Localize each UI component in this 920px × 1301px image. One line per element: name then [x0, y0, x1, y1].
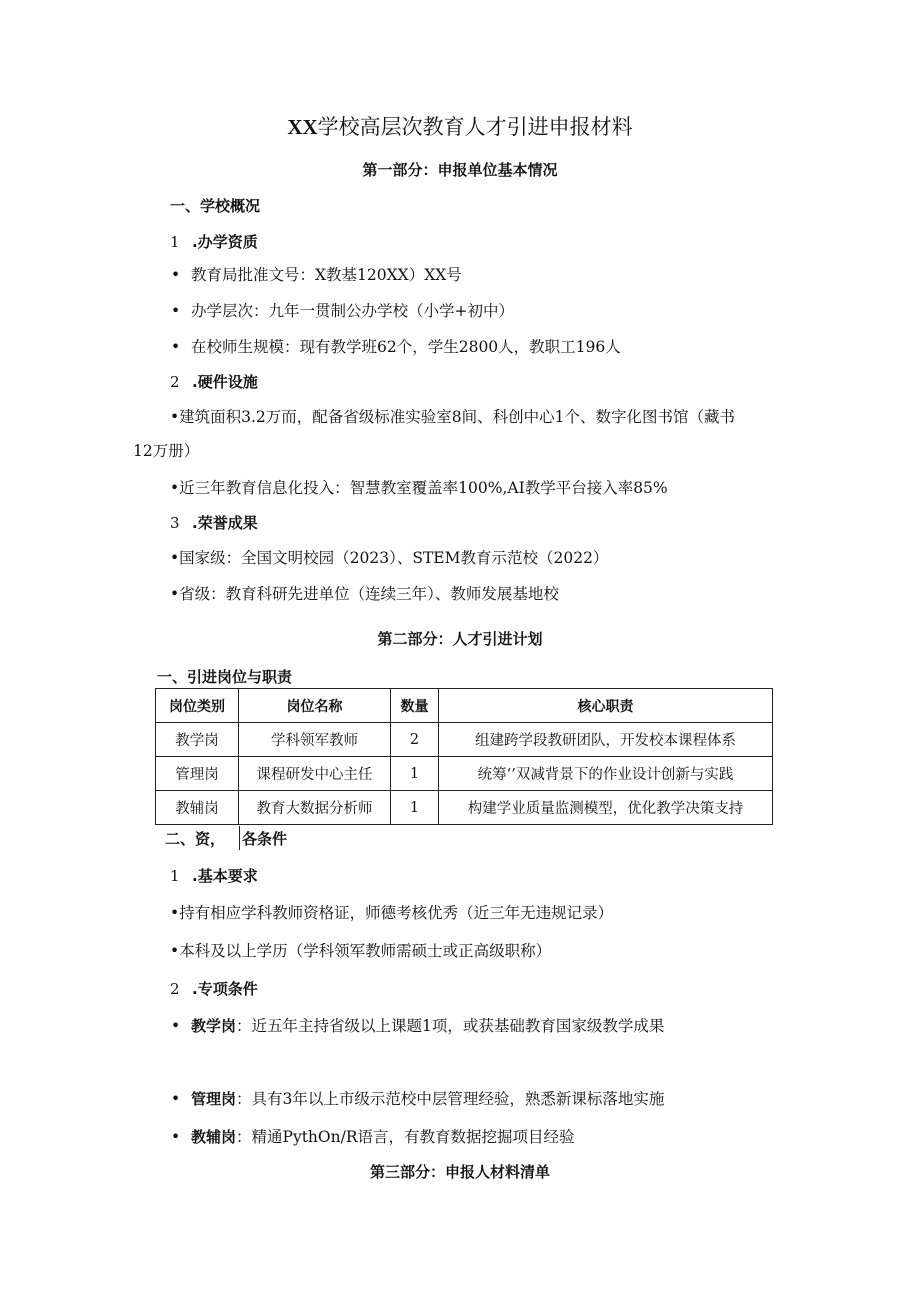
part3-heading: 第三部分：申报人材料清单 [369, 1163, 550, 1181]
subheading-label: .基本要求 [192, 867, 258, 885]
bullet-icon: • [171, 266, 181, 284]
title-text: 学校高层次教育人才引进申报材料 [317, 115, 633, 139]
table-cell: 组建跨学段教研团队，开发校本课程体系 [439, 723, 773, 757]
special-condition-item [171, 1016, 664, 1036]
title-prefix: XX [287, 115, 318, 139]
bullet-icon: • [171, 1017, 181, 1035]
facility-investment: •近三年教育信息化投入：智慧教室覆盖率100%,AI教学平台接入率85% [170, 479, 668, 497]
position-label: 教学岗 [191, 1017, 237, 1035]
subheading-facilities [170, 372, 258, 392]
subheading-label: .硬件设施 [192, 373, 258, 391]
document-title [0, 114, 920, 140]
bullet-icon: • [171, 338, 181, 356]
subheading-special-conditions [170, 979, 258, 999]
facility-area-line1: •建筑面积3.2万而，配备省级标准实验室8间、科创中心1个、数字化图书馆（藏书 [170, 408, 736, 426]
table-cell: 2 [391, 723, 439, 757]
positions-table [155, 688, 773, 825]
part1-heading: 第一部分：申报单位基本情况 [362, 161, 558, 179]
subheading-number: 1 [170, 233, 180, 251]
subheading-number: 2 [170, 373, 180, 391]
position-label: 管理岗 [191, 1090, 237, 1108]
subheading-label: .办学资质 [192, 233, 258, 251]
special-condition-item [171, 1127, 575, 1147]
column-header: 岗位类别 [156, 689, 239, 723]
column-header: 岗位名称 [239, 689, 391, 723]
condition-text: ：具有3年以上市级示范校中层管理经验，熟悉新课标落地实施 [236, 1090, 665, 1108]
table-cell: 教辅岗 [156, 791, 239, 825]
subheading-number: 1 [170, 867, 180, 885]
list-item-text: 在校师生规模：现有教学班62个，学生2800人，教职工196人 [191, 338, 621, 356]
subheading-number: 2 [170, 980, 180, 998]
bullet-icon: • [171, 302, 181, 320]
table-row [156, 757, 773, 791]
section-school-overview: 一、学校概况 [170, 197, 261, 215]
table-cell: 教学岗 [156, 723, 239, 757]
subheading-qualification [170, 232, 258, 252]
table-header-row [156, 689, 773, 723]
column-header: 核心职责 [439, 689, 773, 723]
bullet-icon: • [171, 1128, 181, 1146]
table-cell: 教育大数据分析师 [239, 791, 391, 825]
table-row [156, 723, 773, 757]
section-qualifications-b: 各条件 [242, 830, 288, 848]
section-positions: 一、引进岗位与职责 [157, 668, 293, 686]
facility-area-line2: 12万册） [133, 442, 200, 460]
subheading-label: .专项条件 [192, 980, 258, 998]
honor-national: •国家级：全国文明校园（2023）、STEM教育示范校（2022） [170, 549, 609, 567]
requirement-item: •持有相应学科教师资格证，师德考核优秀（近三年无违规记录） [170, 904, 614, 922]
condition-text: ：精通PythOn/R语言，有教育数据挖掘项目经验 [236, 1128, 575, 1146]
table-cell: 构建学业质量监测模型，优化教学决策支持 [439, 791, 773, 825]
list-item [171, 337, 621, 357]
subheading-label: .荣誉成果 [192, 514, 258, 532]
table-cell: 统筹‘’双减背景下的作业设计创新与实践 [439, 757, 773, 791]
table-row [156, 791, 773, 825]
requirement-item: •本科及以上学历（学科领军教师需硕士或正高级职称） [170, 942, 552, 960]
table-line-remnant [239, 826, 240, 850]
bullet-icon: • [171, 1090, 181, 1108]
section-qualifications-a: 二、资， [165, 830, 226, 848]
table-cell: 管理岗 [156, 757, 239, 791]
list-item [171, 301, 514, 321]
table-cell: 课程研发中心主任 [239, 757, 391, 791]
special-condition-item [171, 1089, 664, 1109]
table-cell: 1 [391, 757, 439, 791]
subheading-number: 3 [170, 514, 180, 532]
part2-heading: 第二部分：人才引进计划 [377, 630, 543, 648]
column-header: 数量 [391, 689, 439, 723]
list-item [171, 265, 462, 285]
subheading-honors [170, 513, 258, 533]
position-label: 教辅岗 [191, 1128, 237, 1146]
table-cell: 1 [391, 791, 439, 825]
subheading-basic-requirements [170, 866, 258, 886]
list-item-text: 办学层次：九年一贯制公办学校（小学+初中） [191, 302, 514, 320]
list-item-text: 教育局批准文号：X教基120XX）XX号 [191, 266, 462, 284]
condition-text: ：近五年主持省级以上课题1项，或获基础教育国家级教学成果 [236, 1017, 665, 1035]
honor-provincial: •省级：教育科研先进单位（连续三年）、教师发展基地校 [170, 585, 559, 603]
table-cell: 学科领军教师 [239, 723, 391, 757]
